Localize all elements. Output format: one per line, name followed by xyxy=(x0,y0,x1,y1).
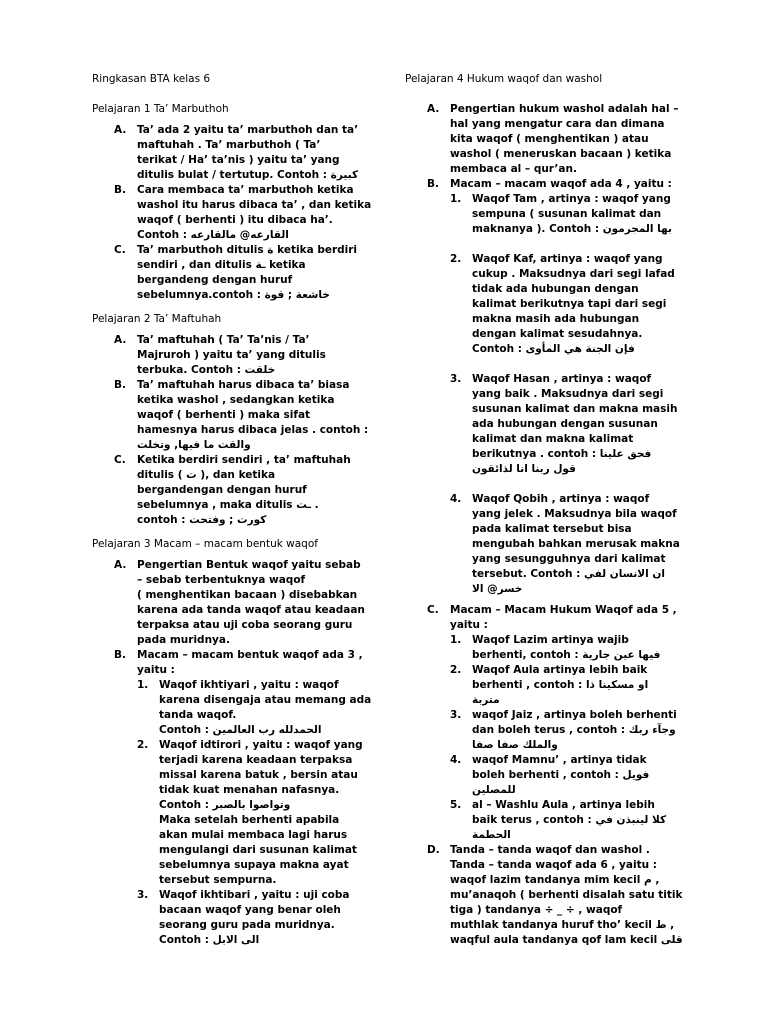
text-line: berikutnya . contoh : فحق علينا xyxy=(472,448,652,460)
list-marker: B. xyxy=(427,178,439,190)
list-marker: 3. xyxy=(450,709,462,721)
waqof-types-sublist xyxy=(450,192,685,597)
text-line: maknanya ). Contoh : بها المجرمون xyxy=(472,223,672,235)
list-item xyxy=(450,708,685,753)
text-line: terikat / Ha’ ta’nis ) yaitu ta’ yang xyxy=(137,154,340,166)
text-line: Pengertian Bentuk waqof yaitu sebab xyxy=(137,559,361,571)
waqof-law-sublist xyxy=(450,633,685,843)
text-line: Waqof Kaf, artinya : waqof yang xyxy=(472,253,663,265)
text-line: – sebab terbentuknya waqof xyxy=(137,574,306,586)
list-marker: D. xyxy=(427,844,440,856)
lesson-1-list xyxy=(92,123,377,303)
list-item xyxy=(92,243,377,303)
text-line: tanda waqof. xyxy=(159,709,237,721)
text-line: washol ( meneruskan bacaan ) ketika xyxy=(450,148,672,160)
list-item xyxy=(450,753,685,798)
list-item xyxy=(92,123,377,183)
text-line: ditulis ( ت ), dan ketika xyxy=(137,469,276,481)
text-line: Macam – macam bentuk waqof ada 3 , xyxy=(137,649,363,661)
list-marker: 2. xyxy=(450,253,462,265)
list-item xyxy=(405,177,685,192)
text-line: Macam – macam waqof ada 4 , yaitu : xyxy=(450,178,672,190)
list-marker: 1. xyxy=(450,634,462,646)
list-marker: 1. xyxy=(137,679,149,691)
list-item xyxy=(450,372,685,477)
list-item xyxy=(450,252,685,357)
text-line: Contoh : وتواصوا بالصبر xyxy=(159,799,291,811)
text-line: خسر@ الا xyxy=(472,583,523,595)
text-line: Waqof Tam , artinya : waqof yang xyxy=(472,193,671,205)
text-line: hal yang mengatur cara dan dimana xyxy=(450,118,665,130)
text-line: waqof lazim tandanya mim kecil م , xyxy=(450,874,660,886)
text-line: Contoh : الحمدلله رب العالمين xyxy=(159,724,322,736)
item-spacer xyxy=(450,237,685,252)
text-line: missal karena batuk , bersin atau xyxy=(159,769,358,781)
list-item xyxy=(137,888,377,948)
list-item xyxy=(405,102,685,177)
list-marker: B. xyxy=(114,184,126,196)
text-line: yang sesungguhnya dari kalimat xyxy=(472,553,666,565)
text-line: tersebut. Contoh : ان الانسان لفي xyxy=(472,568,665,580)
list-item xyxy=(450,192,685,237)
list-marker: A. xyxy=(114,334,127,346)
list-item xyxy=(92,378,377,453)
text-line: cukup . Maksudnya dari segi lafad xyxy=(472,268,675,280)
text-line: tidak ada hubungan dengan xyxy=(472,283,639,295)
text-line: Contoh : القارعه@ مالقارعه xyxy=(137,229,289,241)
text-line: متربة xyxy=(472,694,500,706)
text-line: Majruroh ) yaitu ta’ yang ditulis xyxy=(137,349,326,361)
text-line: والملك صفا صفا xyxy=(472,739,558,751)
left-column xyxy=(92,72,377,948)
text-line: Ta’ ada 2 yaitu ta’ marbuthoh dan ta’ xyxy=(137,124,359,136)
text-line: makna masih ada hubungan xyxy=(472,313,640,325)
text-line: muthlak tandanya huruf tho’ kecil ط , xyxy=(450,919,675,931)
list-marker: B. xyxy=(114,379,126,391)
list-marker: 3. xyxy=(137,889,149,901)
text-line: waqful aula tandanya qof lam kecil قلى xyxy=(450,934,683,946)
text-line: Ta’ marbuthoh ditulis ة ketika berdiri xyxy=(137,244,358,256)
list-item xyxy=(92,558,377,648)
text-line: seorang guru pada muridnya. xyxy=(159,919,335,931)
text-line: kita waqof ( menghentikan ) atau xyxy=(450,133,649,145)
text-line: mengubah bahkan merusak makna xyxy=(472,538,680,550)
text-line: bergandengan dengan huruf xyxy=(137,484,307,496)
list-item xyxy=(92,648,377,678)
text-line: pada kalimat tersebut bisa xyxy=(472,523,632,535)
text-line: yang jelek . Maksudnya bila waqof xyxy=(472,508,677,520)
text-line: boleh berhenti , contoh : فويل xyxy=(472,769,650,781)
text-line: mu’anaqoh ( berhenti disalah satu titik xyxy=(450,889,683,901)
list-marker: C. xyxy=(427,604,439,616)
text-line: yaitu : xyxy=(450,619,488,631)
text-line: Waqof Hasan , artinya : waqof xyxy=(472,373,652,385)
text-line: dan boleh terus , contoh : وجآء ربك xyxy=(472,724,676,736)
text-line: Waqof ikhtiyari , yaitu : waqof xyxy=(159,679,339,691)
lesson-2-title: Pelajaran 2 Ta’ Maftuhah xyxy=(92,313,222,325)
text-line: susunan kalimat dan makna masih xyxy=(472,403,678,415)
text-line: berhenti , contoh : او مسكينا ذا xyxy=(472,679,649,691)
lesson-1-title: Pelajaran 1 Ta’ Marbuthoh xyxy=(92,103,229,115)
text-line: Pengertian hukum washol adalah hal – xyxy=(450,103,679,115)
text-line: Cara membaca ta’ marbuthoh ketika xyxy=(137,184,354,196)
lesson-4-list xyxy=(405,102,685,192)
text-line: sebelumnya supaya makna ayat xyxy=(159,859,349,871)
text-line: Tanda – tanda waqof ada 6 , yaitu : xyxy=(450,859,657,871)
text-line: Waqof idtirori , yaitu : waqof yang xyxy=(159,739,363,751)
text-line: Contoh : فإن الجنة هي المأوى xyxy=(472,343,635,355)
text-line: Waqof Qobih , artinya : waqof xyxy=(472,493,650,505)
text-line: waqof ( berhenti ) itu dibaca ha’. xyxy=(137,214,333,226)
list-marker: 5. xyxy=(450,799,462,811)
text-line: akan mulai membaca lagi harus xyxy=(159,829,348,841)
list-item xyxy=(137,678,377,738)
list-item xyxy=(450,663,685,708)
list-marker: A. xyxy=(114,559,127,571)
text-line: ada hubungan dengan susunan xyxy=(472,418,658,430)
text-line: sebelumnya.contoh : خاشعة ; قوة xyxy=(137,289,330,301)
lesson-3-list xyxy=(92,558,377,678)
list-marker: C. xyxy=(114,454,126,466)
text-line: waqof Jaiz , artinya boleh berhenti xyxy=(472,709,677,721)
text-line: ketika washol , sedangkan ketika xyxy=(137,394,335,406)
item-spacer xyxy=(450,357,685,372)
text-line: mengulangi dari susunan kalimat xyxy=(159,844,357,856)
text-line: waqof ( berhenti ) maka sifat xyxy=(137,409,311,421)
text-line: maftuhah . Ta’ marbuthoh ( Ta’ xyxy=(137,139,321,151)
text-line: Ketika berdiri sendiri , ta’ maftuhah xyxy=(137,454,351,466)
text-line: sebelumnya , maka ditulis ـت . xyxy=(137,499,319,511)
lesson-2-list xyxy=(92,333,377,528)
text-line: washol itu harus dibaca ta’ , dan ketika xyxy=(137,199,372,211)
text-line: dengan kalimat sesudahnya. xyxy=(472,328,643,340)
text-line: Contoh : الى الابل xyxy=(159,934,260,946)
text-line: Waqof Lazim artinya wajib xyxy=(472,634,629,646)
text-line: berhenti, contoh : فيها عين جارية xyxy=(472,649,661,661)
text-line: sempuna ( susunan kalimat dan xyxy=(472,208,662,220)
text-line: للمصلين xyxy=(472,784,516,796)
text-line: terjadi karena keadaan terpaksa xyxy=(159,754,353,766)
text-line: karena ada tanda waqof atau keadaan xyxy=(137,604,365,616)
text-line: Macam – Macam Hukum Waqof ada 5 , xyxy=(450,604,677,616)
text-line: waqof Mamnu’ , artinya tidak xyxy=(472,754,647,766)
document-title: Ringkasan BTA kelas 6 xyxy=(92,73,211,85)
list-item xyxy=(92,333,377,378)
list-marker: A. xyxy=(114,124,127,136)
text-line: karena disengaja atau memang ada xyxy=(159,694,372,706)
text-line: Waqof Aula artinya lebih baik xyxy=(472,664,648,676)
text-line: tidak kuat menahan nafasnya. xyxy=(159,784,340,796)
text-line: Waqof ikhtibari , yaitu : uji coba xyxy=(159,889,350,901)
text-line: hamesnya harus dibaca jelas . contoh : xyxy=(137,424,369,436)
lesson-3-sublist xyxy=(137,678,377,948)
lesson-4-title: Pelajaran 4 Hukum waqof dan washol xyxy=(405,73,603,85)
text-line: terpaksa atau uji coba seorang guru xyxy=(137,619,353,631)
text-line: contoh : كورت ; وفتحت xyxy=(137,514,267,526)
list-item xyxy=(405,603,685,633)
text-line: tiga ) tandanya ÷ _ ÷ , waqof xyxy=(450,904,623,916)
list-item xyxy=(450,798,685,843)
list-item xyxy=(450,492,685,597)
list-marker: 2. xyxy=(137,739,149,751)
text-line: Ta’ maftuhah ( Ta’ Ta’nis / Ta’ xyxy=(137,334,310,346)
text-line: Ta’ maftuhah harus dibaca ta’ biasa xyxy=(137,379,350,391)
list-marker: 4. xyxy=(450,754,462,766)
text-line: sendiri , dan ditulis ـة ketika xyxy=(137,259,306,271)
text-line: ditulis bulat / tertutup. Contoh : كبيرة xyxy=(137,169,359,181)
text-line: bacaan waqof yang benar oleh xyxy=(159,904,341,916)
text-line: tersebut sempurna. xyxy=(159,874,277,886)
text-line: الحطمة xyxy=(472,829,511,841)
list-marker: 3. xyxy=(450,373,462,385)
text-line: kalimat dan makna kalimat xyxy=(472,433,634,445)
list-item xyxy=(450,633,685,663)
right-column xyxy=(405,72,685,948)
text-line: yaitu : xyxy=(137,664,175,676)
item-spacer xyxy=(450,477,685,492)
list-marker: 4. xyxy=(450,493,462,505)
list-marker: B. xyxy=(114,649,126,661)
text-line: al – Washlu Aula , artinya lebih xyxy=(472,799,655,811)
text-line: Tanda – tanda waqof dan washol . xyxy=(450,844,650,856)
text-line: pada muridnya. xyxy=(137,634,230,646)
list-marker: A. xyxy=(427,103,440,115)
list-item xyxy=(92,453,377,528)
text-line: قول ربنا انا لذائقون xyxy=(472,463,576,475)
text-line: terbuka. Contoh : خلقت xyxy=(137,364,276,376)
text-line: membaca al – qur’an. xyxy=(450,163,577,175)
list-item xyxy=(137,738,377,888)
text-line: والقت ما فيها, وتخلت xyxy=(137,439,251,451)
text-line: yang baik . Maksudnya dari segi xyxy=(472,388,664,400)
list-item xyxy=(92,183,377,243)
text-line: kalimat berikutnya tapi dari segi xyxy=(472,298,667,310)
lesson-3-title: Pelajaran 3 Macam – macam bentuk waqof xyxy=(92,538,318,550)
lesson-4-list-d xyxy=(405,843,685,948)
text-line: baik terus , contoh : كلا لينبذن في xyxy=(472,814,667,826)
list-marker: C. xyxy=(114,244,126,256)
list-item xyxy=(405,843,685,948)
text-line: bergandeng dengan huruf xyxy=(137,274,293,286)
text-line: Maka setelah berhenti apabila xyxy=(159,814,340,826)
list-marker: 1. xyxy=(450,193,462,205)
list-marker: 2. xyxy=(450,664,462,676)
lesson-4-list-c xyxy=(405,603,685,633)
text-line: ( menghentikan bacaan ) disebabkan xyxy=(137,589,358,601)
